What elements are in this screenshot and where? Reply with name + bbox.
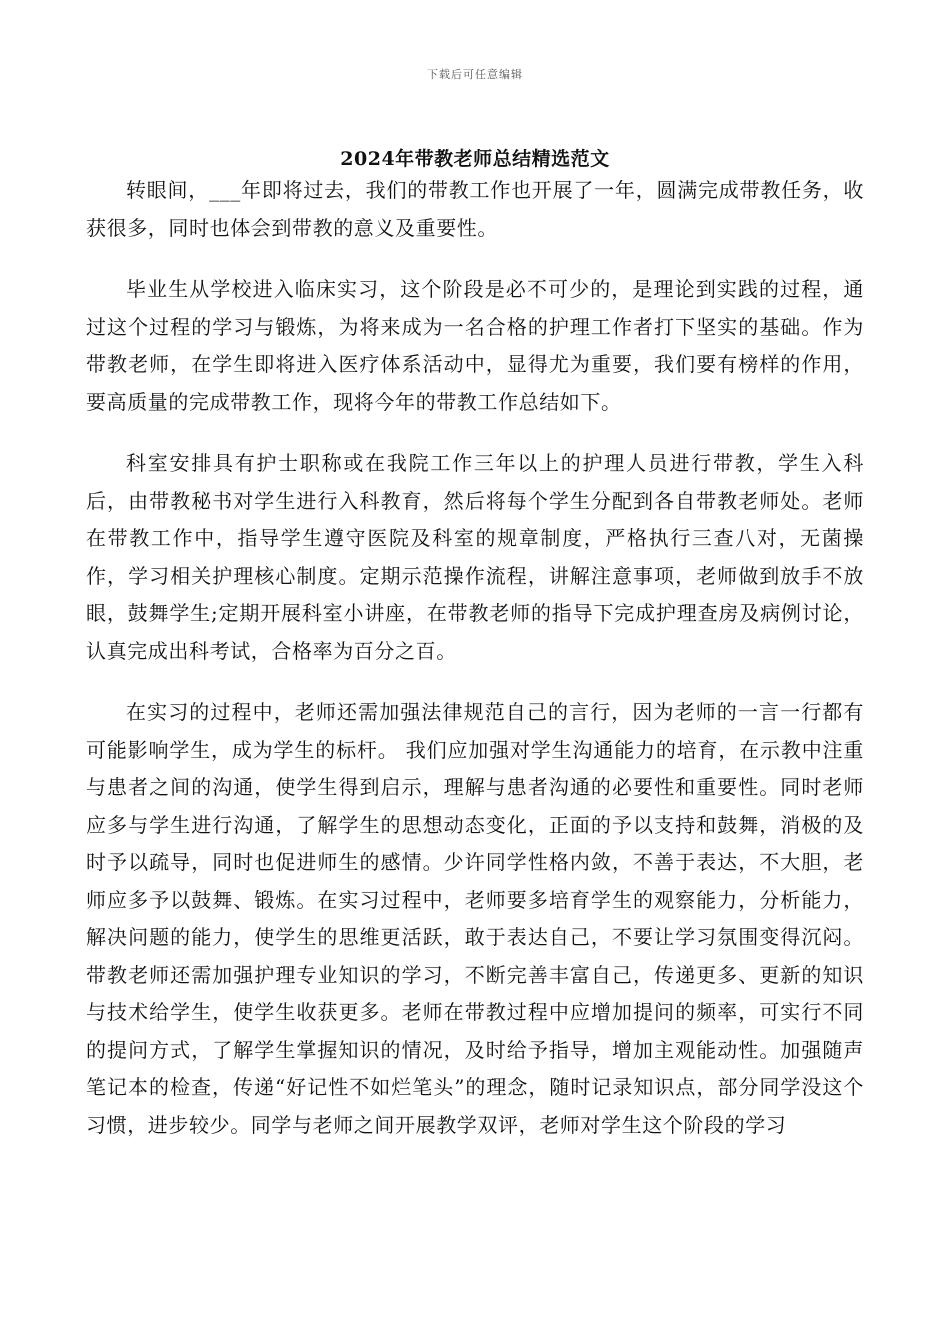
paragraph-teacher-conduct: 在实习的过程中，老师还需加强法律规范自己的言行，因为老师的一言一行都有可能影响学生，成为学生的标杆。 我们应加强对学生沟通能力的培育，在示教中注重与患者之间的沟通，使学生得到启示，理解与患者沟通的必要性和重要性。同时老师应多与学生进行沟通，了解学生的思想动态变化，正面的予以支持和鼓舞，消极的及时予以疏导，同时也促进师生的感情。少许同学性格内敛，不善于表达，不大胆，老师应多予以鼓舞、锻炼。在实习过程中，老师要多培育学生的观察能力，分析能力，解决问题的能力，使学生的思维更活跃，敢于表达自己，不要让学习氛围变得沉闷。带教老师还需加强护理专业知识的学习，不断完善丰富自己，传递更多、更新的知识与技术给学生，使学生收获更多。老师在带教过程中应增加提问的频率，可实行不同的提问方式，了解学生掌握知识的情况，及时给予指导，增加主观能动性。加强随声笔记本的检查，传递“好记性不如烂笔头”的理念，随时记录知识点，部分同学没这个习惯，进步较少。同学与老师之间开展教学双评，老师对学生这个阶段的学习 (86, 700, 864, 1137)
paragraph-internship-stage: 毕业生从学校进入临床实习，这个阶段是必不可少的，是理论到实践的过程，通过这个过程的学习与锻炼，为将来成为一名合格的护理工作者打下坚实的基础。作为带教老师，在学生即将进入医疗体系活动中，显得尤为重要，我们要有榜样的作用，要高质量的完成带教工作，现将今年的带教工作总结如下。 (86, 277, 864, 414)
page-header-note: 下载后可任意编辑 (427, 68, 523, 81)
paragraph-intro: 转眼间，___年即将过去，我们的带教工作也开展了一年，圆满完成带教任务，收获很多，同时也体会到带教的意义及重要性。 (86, 178, 864, 240)
document-body (86, 172, 864, 1144)
document-title: 2024年带教老师总结精选范文 (340, 148, 610, 170)
paragraph-department-arrangement: 科室安排具有护士职称或在我院工作三年以上的护理人员进行带教，学生入科后，由带教秘书对学生进行入科教育，然后将每个学生分配到各自带教老师处。老师在带教工作中，指导学生遵守医院及科室的规章制度，严格执行三查八对，无菌操作，学习相关护理核心制度。定期示范操作流程，讲解注意事项，老师做到放手不放眼，鼓舞学生;定期开展科室小讲座，在带教老师的指导下完成护理查房及病例讨论，认真完成出科考试，合格率为百分之百。 (86, 451, 864, 663)
